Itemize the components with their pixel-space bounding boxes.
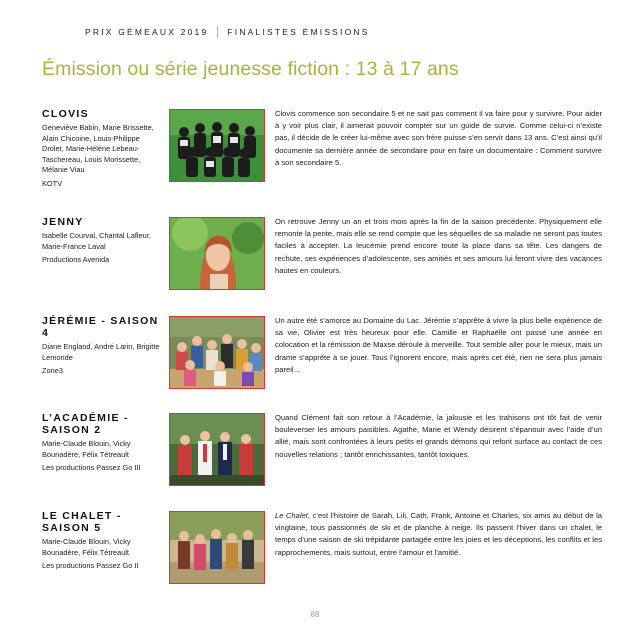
group-outdoor-photo: [169, 316, 265, 389]
entry-meta: [42, 108, 162, 190]
entry-meta: [42, 510, 162, 572]
friends-walking-photo: [169, 511, 265, 584]
entry-company: Les productions Passez Go II: [42, 561, 139, 571]
entry-title: CLOVIS: [42, 108, 89, 120]
nominee-entry: [42, 108, 602, 196]
nominee-entry: [42, 510, 602, 598]
entry-people: Marie-Claude Blouin, Vicky Bounadère, Félix Tétreault: [42, 537, 131, 557]
nominee-entry: [42, 412, 602, 500]
nominee-entry: [42, 315, 602, 403]
entry-people: Diane England, André Larin, Brigitte Lemonde: [42, 342, 160, 362]
entry-title: JENNY: [42, 216, 84, 228]
entry-company: KOTV: [42, 178, 63, 188]
group-of-teens-photo: [169, 109, 265, 182]
entry-people: Isabelle Courval, Chantal Lafleur, Marie-France Laval: [42, 231, 151, 251]
girl-portrait-photo: [169, 217, 265, 290]
entry-company: Productions Avenida: [42, 255, 110, 265]
students-uniform-photo: [169, 413, 265, 486]
entry-title: JÉRÉMIE - SAISON 4: [42, 315, 159, 339]
header-separator: [217, 26, 218, 38]
entry-description: Quand Clément fait son retour à l’Académie, la jalousie et les trahisons ont tôt fait de venir bouleverser les amours paisibles. Agathe, Marie et Wendy désirent s’épanouir avec l’aide d’un allié, mais sont confrontées à leurs petits et grands démons qui refont surface au contact de ces nouvelles relations ; tantôt enrichissantes, tantôt toxiques.: [275, 413, 602, 459]
entry-company: Zone3: [42, 366, 63, 376]
page-header: [85, 26, 370, 38]
entry-description: On retrouve Jenny un an et trois mois après la fin de la saison précédente. Physiquement elle remonte la pente, mais elle se rend compte que les séquelles de sa maladie ne seront pas toutes faciles à accepter. La leucémie prend encore toute la place dans sa tête. Les dangers de rechute, ses expériences d’adolescente, ses amitiés et ses amours lui feront vivre des vacances hautes en couleurs.: [275, 217, 602, 275]
page-number: 88: [310, 610, 320, 619]
entry-title: L’ACADÉMIE - SAISON 2: [42, 412, 129, 436]
entry-meta: [42, 216, 162, 266]
show-title-italic: Le Chalet: [275, 511, 308, 520]
entry-people: Geneviève Babin, Marie Brissette, Alain Chicoine, Louis-Philippe Drolet, Marie-Hélène Lebeau-Taschereau, Louis Morissette, Mélanie Viau: [42, 123, 154, 175]
entry-company: Les productions Passez Go III: [42, 463, 141, 473]
entry-description: Clovis commence son secondaire 5 et ne sait pas comment il va faire pour y survivre. Pour aider à y voir plus clair, il aimerait pouvoir compter sur un guide de survie. Comme celui-ci n’existe pas, il décide de le créer lui-même avec son frère puisse s’en servir dans 13 ans. C’est ainsi qu’il documente sa dernière année de secondaire pour en faire un documentaire : Comment survivre à son secondaire 5.: [275, 109, 602, 167]
entry-title: LE CHALET - SAISON 5: [42, 510, 122, 534]
header-left: PRIX GÉMEAUX 2019: [85, 27, 209, 37]
header-right: FINALISTES ÉMISSIONS: [227, 27, 370, 37]
page-title: Émission ou série jeunesse fiction : 13 à 17 ans: [42, 58, 459, 80]
entry-description: Un autre été s’amorce au Domaine du Lac. Jérémie s’apprête à vivre la plus belle expérience de sa vie, Olivier est très heureux pour elle. Camille et Raphaëlle ont passé une année en colocation et la rémission de Maxse déroule à merveille. Tout semble aller pour le mieux, mais un drame s’apprête à se jouer. Tous l’ignorent encore, mais après cet été, rien ne sera plus jamais pareil…: [275, 316, 602, 374]
entry-meta: [42, 315, 162, 377]
entry-description: [275, 510, 602, 559]
entry-meta: [42, 412, 162, 474]
entry-people: Marie-Claude Blouin, Vicky Bounadère, Félix Tétreault: [42, 439, 131, 459]
entry-description-text: , c’est l’histoire de Sarah, Lili, Cath, Frank, Antoine et Charles, six amis au début de la vingtaine, tous passionnés de ski et de planche à neige. Ils passent l’hiver dans un chalet, le temps d’une saison de ski trépidante partagée entre les joies et les déceptions, les conflits et les rapprochements, mais surtout, entre l’amour et l’amitié.: [275, 511, 602, 557]
nominee-entry: [42, 216, 602, 304]
